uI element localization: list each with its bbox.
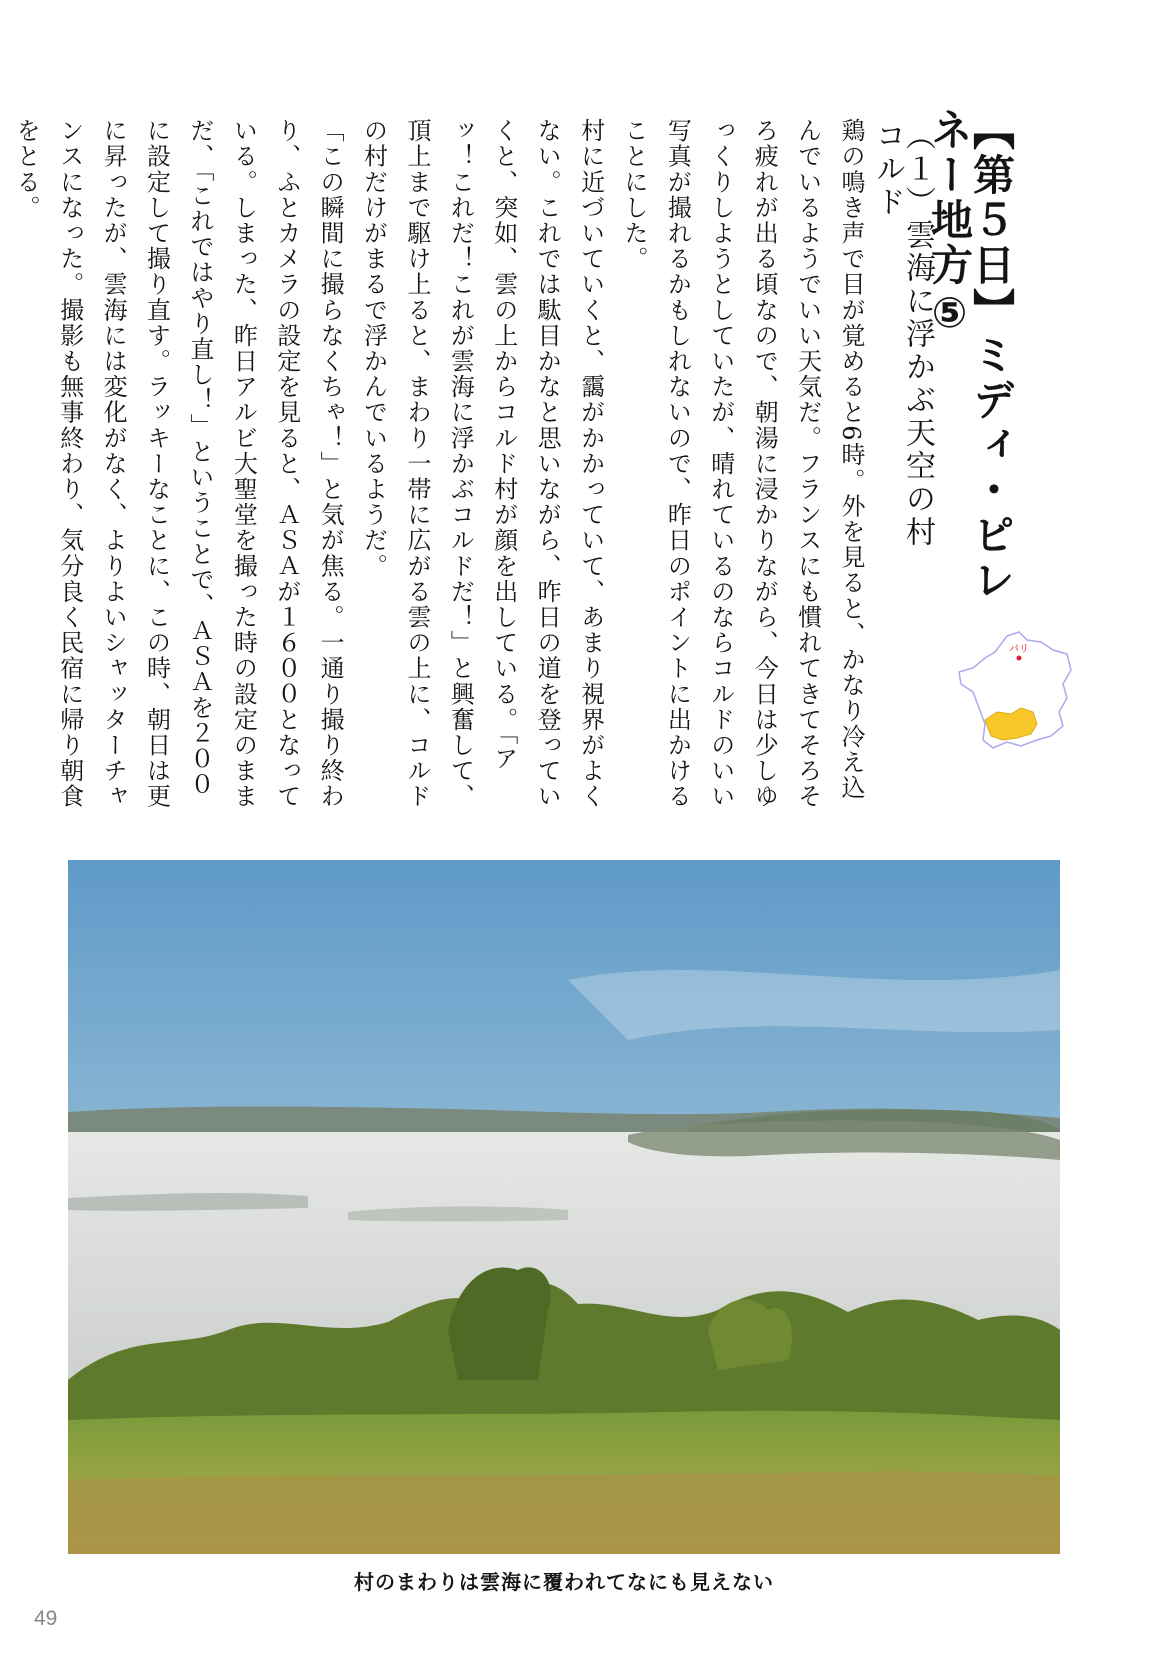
- chapter-title: 【第５日】ミディ・ピレネー地方⑤: [925, 108, 1016, 603]
- landscape-photo: [68, 860, 1060, 1554]
- paragraph: 鶏の鳴き声で目が覚めると6時。外を見ると、かなり冷え込んでいるようでいい天気だ。フランスにも慣れてきてそろそろ疲れが出る頃なので、朝湯に浸かりながら、今日は少しゆっくりしようとしていたが、晴れているのならコルドのいい写真が撮れるかもしれないので、昨日のポイントに出かけることにした。: [619, 118, 865, 810]
- midi-pyrenees-region: [985, 708, 1037, 740]
- body-text: [4, 118, 872, 818]
- paris-marker: [1017, 656, 1022, 661]
- section-subtitle: （１）雲海に浮かぶ天空の村 コルド: [870, 120, 935, 549]
- paragraph: 「この瞬間に撮らなくちゃ！」と気が焦る。一通り撮り終わり、ふとカメラの設定を見ると、ＡＳＡが１６００となっている。しまった、昨日アルビ大聖堂を撮った時の設定のままだ、「これではやり直し！」ということで、ＡＳＡを２００に設定して撮り直す。ラッキーなことに、この時、朝日は更に昇ったが、雲海には変化がなく、よりよいシャッターチャンスになった。撮影も無事終わり、気分良く民宿に帰り朝食をとる。: [12, 118, 345, 810]
- paris-label: パリ: [1009, 644, 1029, 655]
- france-map: [955, 628, 1075, 758]
- page-number: 49: [34, 1607, 58, 1630]
- photo-caption: 村のまわりは雲海に覆われてなにも見えない: [354, 1570, 774, 1594]
- paragraph: 村に近づいていくと、靄がかかっていて、あまり視界がよくない。これでは駄目かなと思いながら、昨日の道を登っていくと、突如、雲の上からコルド村が顔を出している。「アッ！これだ！これが雲海に浮かぶコルドだ！」と興奮して、頂上まで駆け上ると、まわり一帯に広がる雲の上に、コルドの村だけがまるで浮かんでいるようだ。: [359, 118, 605, 810]
